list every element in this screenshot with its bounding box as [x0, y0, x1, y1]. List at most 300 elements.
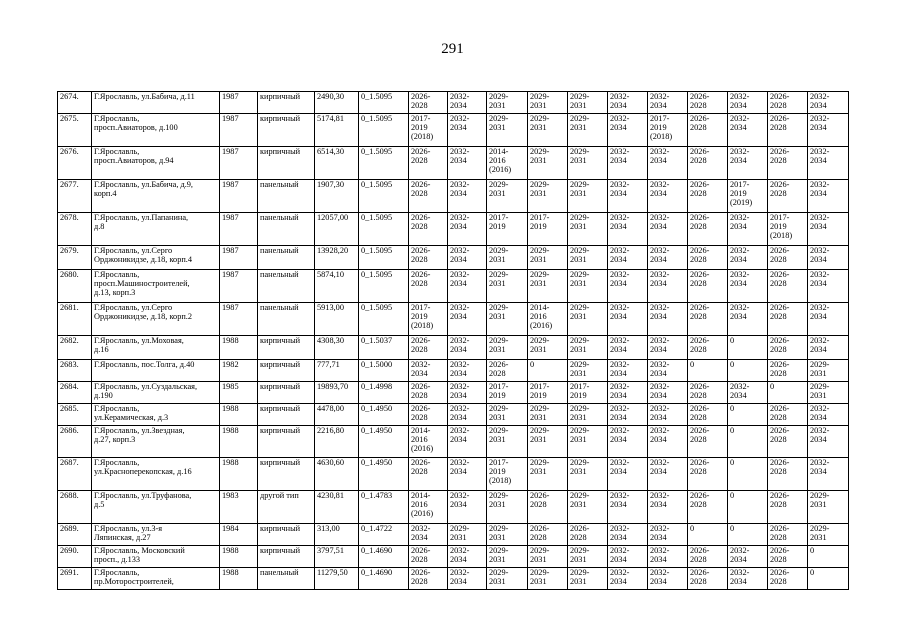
cell-term-6: 2032- 2034	[608, 404, 648, 426]
cell-term-10: 2026- 2028	[768, 458, 808, 491]
cell-term-4: 0	[528, 360, 568, 382]
cell-address: Г.Ярославль, ул.Бабича, д.11	[92, 92, 220, 114]
cell-term-10: 2026- 2028	[768, 147, 808, 180]
cell-wall-material: кирпичный	[258, 114, 315, 147]
cell-term-7: 2032- 2034	[648, 147, 688, 180]
cell-term-6: 2032- 2034	[608, 270, 648, 303]
cell-term-3: 2029- 2031	[487, 426, 528, 458]
cell-address: Г.Ярославль, ул.Бабича, д.9, корп.4	[92, 180, 220, 213]
cell-term-2: 2032- 2034	[448, 246, 487, 270]
cell-term-10: 2026- 2028	[768, 404, 808, 426]
cell-area: 777,71	[315, 360, 359, 382]
cell-term-9: 2032- 2034	[728, 114, 768, 147]
cell-priority-score: 0_1.5095	[359, 303, 409, 336]
cell-term-11: 2032- 2034	[808, 458, 849, 491]
cell-priority-score: 0_1.4690	[359, 568, 409, 590]
cell-priority-score: 0_1.4998	[359, 382, 409, 404]
table-row	[58, 213, 849, 246]
cell-term-6: 2032- 2034	[608, 360, 648, 382]
cell-term-7: 2017- 2019 (2018)	[648, 114, 688, 147]
cell-term-3: 2017- 2019	[487, 213, 528, 246]
cell-area: 4230,81	[315, 491, 359, 524]
cell-term-2: 2032- 2034	[448, 213, 487, 246]
cell-term-2: 2032- 2034	[448, 382, 487, 404]
cell-term-9: 2017- 2019 (2019)	[728, 180, 768, 213]
cell-term-11: 2032- 2034	[808, 213, 849, 246]
cell-area: 313,00	[315, 524, 359, 546]
cell-term-1: 2032- 2034	[409, 524, 448, 546]
cell-term-11: 2032- 2034	[808, 114, 849, 147]
cell-term-6: 2032- 2034	[608, 147, 648, 180]
cell-term-5: 2029- 2031	[568, 180, 608, 213]
cell-area: 4630,60	[315, 458, 359, 491]
cell-wall-material: кирпичный	[258, 524, 315, 546]
cell-row-number: 2686.	[58, 426, 92, 458]
cell-term-5: 2029- 2031	[568, 491, 608, 524]
cell-term-5: 2029- 2031	[568, 458, 608, 491]
table-row	[58, 336, 849, 360]
cell-term-11: 2029- 2031	[808, 360, 849, 382]
cell-term-3: 2029- 2031	[487, 246, 528, 270]
cell-wall-material: панельный	[258, 180, 315, 213]
cell-term-10: 2026- 2028	[768, 360, 808, 382]
cell-term-3: 2029- 2031	[487, 114, 528, 147]
cell-term-2: 2032- 2034	[448, 568, 487, 590]
cell-build-year: 1988	[220, 546, 258, 568]
cell-build-year: 1987	[220, 114, 258, 147]
cell-term-2: 2032- 2034	[448, 546, 487, 568]
cell-term-5: 2026- 2028	[568, 524, 608, 546]
cell-term-11: 2032- 2034	[808, 270, 849, 303]
cell-term-5: 2029- 2031	[568, 568, 608, 590]
cell-row-number: 2680.	[58, 270, 92, 303]
cell-address: Г.Ярославль, ул.Папанина, д.8	[92, 213, 220, 246]
cell-term-10: 2026- 2028	[768, 546, 808, 568]
cell-address: Г.Ярославль, пр.Моторостроителей,	[92, 568, 220, 590]
cell-term-10: 2026- 2028	[768, 568, 808, 590]
cell-wall-material: кирпичный	[258, 546, 315, 568]
cell-term-1: 2014- 2016 (2016)	[409, 491, 448, 524]
cell-row-number: 2674.	[58, 92, 92, 114]
cell-area: 2490,30	[315, 92, 359, 114]
cell-build-year: 1987	[220, 270, 258, 303]
cell-address: Г.Ярославль, ул.Серго Орджоникидзе, д.18, корп.4	[92, 246, 220, 270]
cell-term-2: 2029- 2031	[448, 524, 487, 546]
cell-term-6: 2032- 2034	[608, 336, 648, 360]
cell-term-10: 2026- 2028	[768, 524, 808, 546]
cell-term-6: 2032- 2034	[608, 114, 648, 147]
cell-address: Г.Ярославль, ул.Звездная, д.27, корп.3	[92, 426, 220, 458]
cell-term-10: 2026- 2028	[768, 92, 808, 114]
cell-term-9: 0	[728, 336, 768, 360]
cell-term-3: 2029- 2031	[487, 92, 528, 114]
cell-row-number: 2677.	[58, 180, 92, 213]
cell-area: 12057,00	[315, 213, 359, 246]
cell-build-year: 1988	[220, 426, 258, 458]
cell-term-5: 2029- 2031	[568, 336, 608, 360]
cell-term-4: 2029- 2031	[528, 147, 568, 180]
cell-term-7: 2032- 2034	[648, 92, 688, 114]
cell-term-11: 0	[808, 546, 849, 568]
cell-term-4: 2029- 2031	[528, 426, 568, 458]
cell-term-10: 2017- 2019 (2018)	[768, 213, 808, 246]
cell-term-1: 2026- 2028	[409, 147, 448, 180]
cell-term-1: 2017- 2019 (2018)	[409, 114, 448, 147]
cell-wall-material: кирпичный	[258, 404, 315, 426]
cell-term-1: 2026- 2028	[409, 404, 448, 426]
cell-term-8: 0	[688, 360, 728, 382]
cell-wall-material: панельный	[258, 246, 315, 270]
cell-term-8: 2026- 2028	[688, 546, 728, 568]
cell-priority-score: 0_1.5037	[359, 336, 409, 360]
cell-priority-score: 0_1.5095	[359, 246, 409, 270]
cell-term-8: 2026- 2028	[688, 491, 728, 524]
cell-term-8: 2026- 2028	[688, 336, 728, 360]
cell-term-11: 2032- 2034	[808, 147, 849, 180]
cell-term-3: 2029- 2031	[487, 491, 528, 524]
cell-priority-score: 0_1.4950	[359, 426, 409, 458]
cell-term-7: 2032- 2034	[648, 458, 688, 491]
cell-term-1: 2026- 2028	[409, 546, 448, 568]
cell-priority-score: 0_1.4950	[359, 404, 409, 426]
cell-term-3: 2026- 2028	[487, 360, 528, 382]
cell-term-5: 2029- 2031	[568, 404, 608, 426]
table-row	[58, 147, 849, 180]
cell-term-3: 2017- 2019 (2018)	[487, 458, 528, 491]
cell-priority-score: 0_1.5095	[359, 270, 409, 303]
cell-term-2: 2032- 2034	[448, 426, 487, 458]
cell-address: Г.Ярославль, ул.Серго Орджоникидзе, д.18, корп.2	[92, 303, 220, 336]
cell-term-8: 2026- 2028	[688, 568, 728, 590]
cell-term-7: 2032- 2034	[648, 336, 688, 360]
cell-term-2: 2032- 2034	[448, 147, 487, 180]
cell-term-6: 2032- 2034	[608, 213, 648, 246]
cell-build-year: 1982	[220, 360, 258, 382]
cell-term-9: 0	[728, 404, 768, 426]
cell-term-11: 2032- 2034	[808, 404, 849, 426]
cell-address: Г.Ярославль, ул.Красноперекопская, д.16	[92, 458, 220, 491]
cell-term-4: 2029- 2031	[528, 458, 568, 491]
cell-term-10: 0	[768, 382, 808, 404]
cell-term-9: 0	[728, 426, 768, 458]
cell-term-11: 2032- 2034	[808, 180, 849, 213]
cell-address: Г.Ярославль, просп.Авиаторов, д.100	[92, 114, 220, 147]
cell-term-9: 0	[728, 458, 768, 491]
cell-area: 4478,00	[315, 404, 359, 426]
table-row	[58, 568, 849, 590]
cell-term-6: 2032- 2034	[608, 458, 648, 491]
cell-term-3: 2029- 2031	[487, 404, 528, 426]
cell-address: Г.Ярославль, просп.Авиаторов, д.94	[92, 147, 220, 180]
cell-term-7: 2032- 2034	[648, 404, 688, 426]
cell-term-2: 2032- 2034	[448, 92, 487, 114]
cell-build-year: 1988	[220, 404, 258, 426]
cell-term-10: 2026- 2028	[768, 491, 808, 524]
cell-term-5: 2017- 2019	[568, 382, 608, 404]
cell-term-7: 2032- 2034	[648, 546, 688, 568]
page-number: 291	[441, 41, 464, 57]
cell-term-1: 2026- 2028	[409, 382, 448, 404]
cell-term-1: 2014- 2016 (2016)	[409, 426, 448, 458]
table-row	[58, 92, 849, 114]
cell-term-2: 2032- 2034	[448, 404, 487, 426]
cell-term-2: 2032- 2034	[448, 270, 487, 303]
cell-term-7: 2032- 2034	[648, 270, 688, 303]
cell-address: Г.Ярославль, Московский просп., д.133	[92, 546, 220, 568]
cell-term-6: 2032- 2034	[608, 568, 648, 590]
cell-address: Г.Ярославль, просп.Машиностроителей, д.13, корп.3	[92, 270, 220, 303]
cell-term-1: 2026- 2028	[409, 568, 448, 590]
cell-row-number: 2685.	[58, 404, 92, 426]
cell-term-4: 2029- 2031	[528, 246, 568, 270]
cell-term-7: 2032- 2034	[648, 491, 688, 524]
cell-build-year: 1983	[220, 491, 258, 524]
cell-term-11: 2029- 2031	[808, 382, 849, 404]
cell-term-3: 2014- 2016 (2016)	[487, 147, 528, 180]
cell-term-3: 2029- 2031	[487, 524, 528, 546]
cell-wall-material: панельный	[258, 303, 315, 336]
cell-term-8: 2026- 2028	[688, 92, 728, 114]
cell-term-4: 2026- 2028	[528, 524, 568, 546]
cell-term-9: 0	[728, 360, 768, 382]
cell-term-1: 2026- 2028	[409, 270, 448, 303]
cell-term-2: 2032- 2034	[448, 303, 487, 336]
cell-term-8: 2026- 2028	[688, 404, 728, 426]
cell-term-5: 2029- 2031	[568, 546, 608, 568]
cell-term-6: 2032- 2034	[608, 92, 648, 114]
cell-term-10: 2026- 2028	[768, 336, 808, 360]
cell-term-3: 2029- 2031	[487, 568, 528, 590]
cell-row-number: 2684.	[58, 382, 92, 404]
cell-build-year: 1987	[220, 246, 258, 270]
table-row	[58, 180, 849, 213]
cell-term-7: 2032- 2034	[648, 180, 688, 213]
cell-term-8: 2026- 2028	[688, 147, 728, 180]
cell-term-11: 2032- 2034	[808, 246, 849, 270]
cell-priority-score: 0_1.4783	[359, 491, 409, 524]
cell-term-9: 0	[728, 524, 768, 546]
cell-term-8: 2026- 2028	[688, 213, 728, 246]
cell-wall-material: кирпичный	[258, 426, 315, 458]
cell-term-9: 2032- 2034	[728, 92, 768, 114]
cell-row-number: 2687.	[58, 458, 92, 491]
cell-area: 1907,30	[315, 180, 359, 213]
cell-term-1: 2026- 2028	[409, 336, 448, 360]
cell-term-10: 2026- 2028	[768, 426, 808, 458]
cell-term-11: 2032- 2034	[808, 426, 849, 458]
cell-term-3: 2029- 2031	[487, 303, 528, 336]
cell-priority-score: 0_1.5095	[359, 92, 409, 114]
cell-term-6: 2032- 2034	[608, 246, 648, 270]
cell-row-number: 2678.	[58, 213, 92, 246]
cell-term-10: 2026- 2028	[768, 246, 808, 270]
cell-term-1: 2017- 2019 (2018)	[409, 303, 448, 336]
cell-term-9: 2032- 2034	[728, 213, 768, 246]
cell-term-11: 2032- 2034	[808, 303, 849, 336]
cell-term-5: 2029- 2031	[568, 360, 608, 382]
cell-term-1: 2026- 2028	[409, 92, 448, 114]
table-row	[58, 382, 849, 404]
cell-term-4: 2029- 2031	[528, 270, 568, 303]
cell-term-9: 2032- 2034	[728, 270, 768, 303]
cell-term-2: 2032- 2034	[448, 458, 487, 491]
cell-term-6: 2032- 2034	[608, 426, 648, 458]
cell-wall-material: панельный	[258, 270, 315, 303]
table-row	[58, 303, 849, 336]
cell-term-5: 2029- 2031	[568, 213, 608, 246]
cell-build-year: 1987	[220, 180, 258, 213]
cell-term-10: 2026- 2028	[768, 270, 808, 303]
cell-term-4: 2026- 2028	[528, 491, 568, 524]
cell-wall-material: другой тип	[258, 491, 315, 524]
table-row	[58, 360, 849, 382]
cell-term-1: 2026- 2028	[409, 213, 448, 246]
cell-term-9: 2032- 2034	[728, 147, 768, 180]
cell-address: Г.Ярославль, ул.Керамическая, д.3	[92, 404, 220, 426]
table-row	[58, 491, 849, 524]
cell-term-8: 2026- 2028	[688, 458, 728, 491]
cell-term-4: 2029- 2031	[528, 180, 568, 213]
cell-term-1: 2026- 2028	[409, 458, 448, 491]
table-row	[58, 404, 849, 426]
cell-term-7: 2032- 2034	[648, 426, 688, 458]
cell-priority-score: 0_1.5095	[359, 213, 409, 246]
cell-area: 5913,00	[315, 303, 359, 336]
cell-build-year: 1987	[220, 303, 258, 336]
cell-priority-score: 0_1.4950	[359, 458, 409, 491]
cell-build-year: 1987	[220, 92, 258, 114]
cell-wall-material: кирпичный	[258, 147, 315, 180]
cell-term-5: 2029- 2031	[568, 246, 608, 270]
cell-term-8: 0	[688, 524, 728, 546]
cell-term-3: 2017- 2019	[487, 382, 528, 404]
cell-term-6: 2032- 2034	[608, 546, 648, 568]
cell-term-11: 2032- 2034	[808, 336, 849, 360]
cell-term-3: 2029- 2031	[487, 270, 528, 303]
cell-term-4: 2017- 2019	[528, 213, 568, 246]
cell-term-2: 2032- 2034	[448, 336, 487, 360]
cell-term-8: 2026- 2028	[688, 270, 728, 303]
table-row	[58, 246, 849, 270]
housing-register-table	[57, 91, 849, 590]
cell-wall-material: панельный	[258, 213, 315, 246]
cell-build-year: 1988	[220, 458, 258, 491]
cell-term-1: 2026- 2028	[409, 246, 448, 270]
cell-term-11: 2029- 2031	[808, 524, 849, 546]
cell-term-9: 0	[728, 491, 768, 524]
cell-area: 11279,50	[315, 568, 359, 590]
table-row	[58, 114, 849, 147]
cell-row-number: 2688.	[58, 491, 92, 524]
cell-term-2: 2032- 2034	[448, 491, 487, 524]
cell-address: Г.Ярославль, пос.Толга, д.40	[92, 360, 220, 382]
cell-term-10: 2026- 2028	[768, 180, 808, 213]
cell-address: Г.Ярославль, ул.Суздальская, д.190	[92, 382, 220, 404]
cell-build-year: 1987	[220, 147, 258, 180]
cell-term-4: 2014- 2016 (2016)	[528, 303, 568, 336]
cell-term-5: 2029- 2031	[568, 147, 608, 180]
cell-term-6: 2032- 2034	[608, 303, 648, 336]
cell-build-year: 1988	[220, 336, 258, 360]
cell-term-4: 2029- 2031	[528, 336, 568, 360]
cell-term-9: 2032- 2034	[728, 303, 768, 336]
cell-area: 5874,10	[315, 270, 359, 303]
cell-term-10: 2026- 2028	[768, 303, 808, 336]
table-row	[58, 426, 849, 458]
cell-term-7: 2032- 2034	[648, 382, 688, 404]
cell-term-5: 2029- 2031	[568, 426, 608, 458]
cell-build-year: 1984	[220, 524, 258, 546]
cell-term-2: 2032- 2034	[448, 180, 487, 213]
table-row	[58, 546, 849, 568]
cell-term-9: 2032- 2034	[728, 568, 768, 590]
cell-term-8: 2026- 2028	[688, 246, 728, 270]
cell-priority-score: 0_1.5000	[359, 360, 409, 382]
cell-build-year: 1985	[220, 382, 258, 404]
cell-term-7: 2032- 2034	[648, 568, 688, 590]
cell-term-8: 2026- 2028	[688, 382, 728, 404]
cell-term-2: 2032- 2034	[448, 114, 487, 147]
cell-term-3: 2029- 2031	[487, 336, 528, 360]
cell-term-11: 2032- 2034	[808, 92, 849, 114]
cell-build-year: 1988	[220, 568, 258, 590]
cell-term-1: 2032- 2034	[409, 360, 448, 382]
cell-wall-material: кирпичный	[258, 336, 315, 360]
cell-term-4: 2029- 2031	[528, 114, 568, 147]
cell-term-9: 2032- 2034	[728, 546, 768, 568]
cell-term-7: 2032- 2034	[648, 213, 688, 246]
cell-row-number: 2689.	[58, 524, 92, 546]
table-row	[58, 458, 849, 491]
cell-term-4: 2017- 2019	[528, 382, 568, 404]
cell-area: 5174,81	[315, 114, 359, 147]
cell-area: 3797,51	[315, 546, 359, 568]
cell-term-8: 2026- 2028	[688, 114, 728, 147]
cell-term-10: 2026- 2028	[768, 114, 808, 147]
cell-priority-score: 0_1.5095	[359, 180, 409, 213]
cell-row-number: 2683.	[58, 360, 92, 382]
cell-term-6: 2032- 2034	[608, 524, 648, 546]
table-row	[58, 524, 849, 546]
cell-term-11: 0	[808, 568, 849, 590]
cell-term-4: 2029- 2031	[528, 404, 568, 426]
cell-term-7: 2032- 2034	[648, 246, 688, 270]
cell-term-5: 2029- 2031	[568, 270, 608, 303]
cell-row-number: 2690.	[58, 546, 92, 568]
cell-term-4: 2029- 2031	[528, 546, 568, 568]
cell-priority-score: 0_1.5095	[359, 147, 409, 180]
cell-term-5: 2029- 2031	[568, 303, 608, 336]
cell-wall-material: кирпичный	[258, 382, 315, 404]
cell-row-number: 2691.	[58, 568, 92, 590]
cell-address: Г.Ярославль, ул.Моховая, д.16	[92, 336, 220, 360]
cell-term-7: 2032- 2034	[648, 360, 688, 382]
cell-wall-material: кирпичный	[258, 360, 315, 382]
cell-term-4: 2029- 2031	[528, 568, 568, 590]
cell-term-1: 2026- 2028	[409, 180, 448, 213]
cell-term-6: 2032- 2034	[608, 382, 648, 404]
cell-term-8: 2026- 2028	[688, 180, 728, 213]
cell-row-number: 2676.	[58, 147, 92, 180]
cell-area: 2216,80	[315, 426, 359, 458]
cell-area: 19893,70	[315, 382, 359, 404]
cell-term-2: 2032- 2034	[448, 360, 487, 382]
cell-address: Г.Ярославль, ул.3-я Ляпинская, д.27	[92, 524, 220, 546]
cell-row-number: 2675.	[58, 114, 92, 147]
cell-priority-score: 0_1.4722	[359, 524, 409, 546]
cell-area: 6514,30	[315, 147, 359, 180]
cell-wall-material: панельный	[258, 568, 315, 590]
